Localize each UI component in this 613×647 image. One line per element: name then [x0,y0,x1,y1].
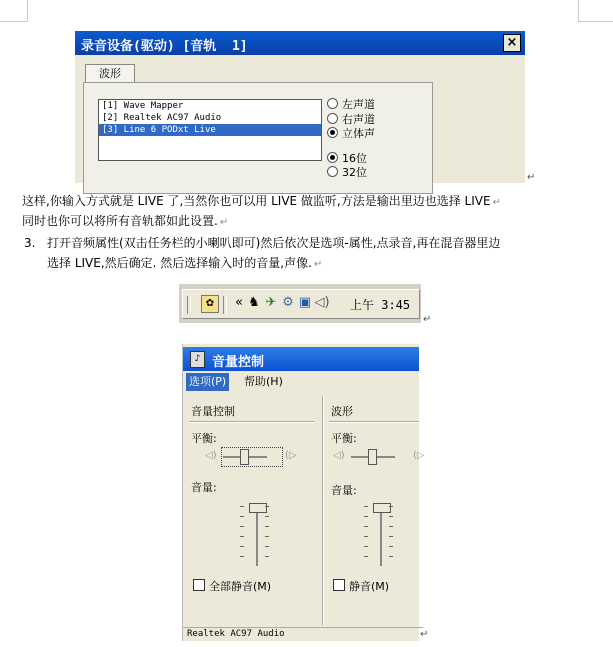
tray-separator [187,296,191,314]
device-item[interactable]: [2] Realtek AC97 Audio [102,113,222,123]
radio-selected-icon [327,127,338,138]
title-bar[interactable] [75,31,525,55]
device-list[interactable] [98,99,322,161]
crop-mark-top-right-h [578,21,613,22]
radio-label: 左声道 [342,98,375,111]
radio-icon [327,98,338,109]
balance-slider-master[interactable] [205,447,305,467]
radio-32bit[interactable] [327,166,367,180]
paragraph-mark: ↵ [219,217,229,228]
paragraph-mark: ↵ [313,259,323,270]
radio-label: 16位 [342,152,367,165]
crop-mark-top-left-v [27,0,28,21]
radio-left-channel[interactable] [327,98,375,112]
column-title-master: 音量控制 [191,405,235,418]
crop-mark-top-right-v [578,0,579,21]
crop-mark-top-left-h [0,21,28,22]
column-separator [322,396,324,625]
status-bar: Realtek AC97 Audio [183,627,423,642]
radio-icon [327,113,338,124]
volume-control-window [182,344,425,641]
speaker-app-icon: ♪ [190,351,205,368]
radio-label: 立体声 [342,127,375,140]
left-speaker-icon: ◁) [205,450,217,461]
taskbar-tray [179,284,421,323]
checkbox-icon [193,579,205,591]
mute-checkbox[interactable] [333,578,389,594]
menu-help[interactable]: 帮助(H) [244,375,283,388]
settings-gear-icon[interactable]: ⚙ [282,295,294,310]
close-button[interactable]: × [503,34,521,52]
step-3-line-1: 打开音频属性(双击任务栏的小喇叭即可)然后依次是选项-属性,点录音,再在混音器里边 [47,236,501,250]
right-speaker-icon: (▷ [285,450,297,461]
paragraph-text: 选择 LIVE,然后确定. 然后选择输入时的音量,声像. [47,256,312,270]
qq-penguin-icon[interactable]: ♞ [248,295,260,310]
paragraph-mark: ↵ [420,629,429,640]
dialog-title: 录音设备(驱动) [音轨 1] [81,39,248,54]
tray-clock[interactable]: 上午 3:45 [350,298,411,312]
recording-device-dialog [75,31,525,183]
radio-stereo[interactable] [327,127,375,141]
body-paragraph-2 [22,211,228,233]
slider-thumb[interactable] [240,449,249,465]
radio-selected-icon [327,152,338,163]
body-paragraph-1 [22,191,501,213]
paragraph-text: 同时也你可以将所有音轨都如此设置. [22,214,218,228]
paragraph-text: 这样,你输入方式就是 LIVE 了,当然你也可以用 LIVE 做监听,方法是输出里边也选择 LIVE [22,194,491,208]
network-icon[interactable]: ✈ [265,295,277,310]
slider-thumb[interactable] [249,503,267,513]
checkbox-icon [333,579,345,591]
volume-label: 音量: [191,481,217,494]
step-number: 3. [24,236,36,250]
speaker-icon[interactable]: ◁) [314,295,330,310]
slider-thumb[interactable] [373,503,391,513]
paragraph-mark: ↵ [492,197,501,208]
menu-options[interactable]: 选项(P) [186,373,229,391]
checkbox-label: 全部静音(M) [209,580,272,593]
menu-bar [183,373,419,391]
tray-area [182,289,420,319]
column-title-wave: 波形 [331,405,353,418]
volume-label: 音量: [331,484,357,497]
tab-waveform[interactable]: 波形 [85,64,135,83]
step-3-line-2 [47,253,322,275]
balance-label: 平衡: [331,432,357,445]
tray-separator [223,296,227,314]
device-item[interactable]: [1] Wave Mapper [102,101,184,111]
right-speaker-icon: (▷ [413,450,425,461]
paragraph-mark: ↵ [527,172,536,183]
volume-slider-wave[interactable] [380,504,382,566]
radio-right-channel[interactable] [327,113,375,127]
divider [329,421,419,423]
show-hidden-icons-chevron[interactable]: « [235,295,243,310]
mute-all-checkbox[interactable] [193,578,271,594]
slider-thumb[interactable] [368,449,377,465]
radio-label: 右声道 [342,113,375,126]
paragraph-mark: ↵ [423,314,432,325]
checkbox-label: 静音(M) [349,580,390,593]
display-icon[interactable]: ▣ [298,295,312,310]
window-title: 音量控制 [212,355,265,370]
device-item-selected[interactable]: [3] Line 6 PODxt Live [99,124,321,136]
radio-16bit[interactable] [327,152,367,166]
radio-label: 32位 [342,166,367,179]
left-speaker-icon: ◁) [333,450,345,461]
balance-slider-wave[interactable] [333,447,425,467]
title-bar[interactable] [183,347,419,371]
divider [189,421,314,423]
media-icon[interactable]: ✿ [201,295,219,313]
radio-icon [327,166,338,177]
volume-slider-master[interactable] [256,504,258,566]
balance-label: 平衡: [191,432,217,445]
